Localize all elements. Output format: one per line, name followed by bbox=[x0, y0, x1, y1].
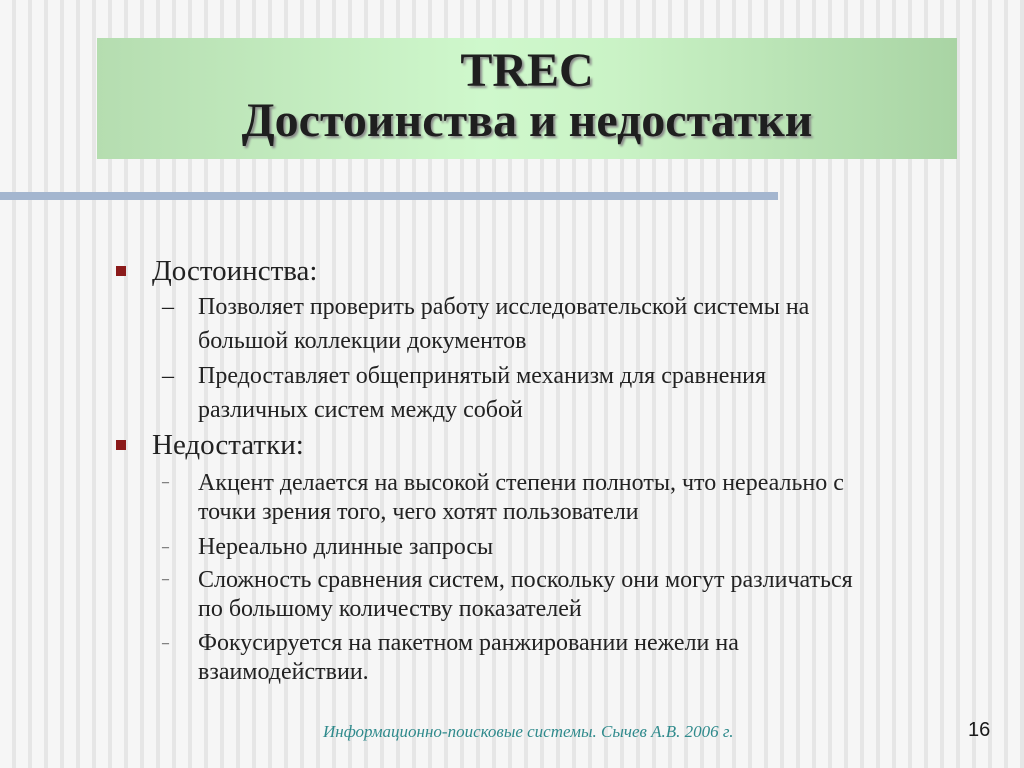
square-bullet-icon bbox=[116, 440, 126, 450]
list-item-line: Предоставляет общепринятый механизм для сравнения bbox=[198, 363, 767, 389]
dash-bullet-icon: – bbox=[162, 572, 169, 587]
dash-bullet-icon: – bbox=[162, 294, 174, 320]
list-item-line: Фокусируется на пакетном ранжировании нежели на bbox=[198, 630, 739, 656]
dash-bullet-icon: – bbox=[162, 636, 169, 651]
dash-bullet-icon: – bbox=[162, 475, 169, 490]
list-item-line: большой коллекции документов bbox=[198, 328, 527, 354]
title-divider bbox=[0, 192, 778, 200]
section-heading-advantages: Достоинства: bbox=[152, 255, 318, 287]
list-item-line: Позволяет проверить работу исследовательской системы на bbox=[198, 294, 810, 320]
slide-title: TREC bbox=[460, 44, 594, 97]
list-item-line: Нереально длинные запросы bbox=[198, 534, 494, 560]
slide-subtitle: Достоинства и недостатки bbox=[241, 94, 813, 147]
square-bullet-icon bbox=[116, 266, 126, 276]
slide-footer: Информационно-поисковые системы. Сычев А.В. 2006 г. bbox=[323, 722, 734, 741]
section-heading-disadvantages: Недостатки: bbox=[152, 429, 304, 461]
page-number: 16 bbox=[968, 719, 991, 741]
dash-bullet-icon: – bbox=[162, 363, 174, 389]
list-item-line: по большому количеству показателей bbox=[198, 596, 582, 622]
dash-bullet-icon: – bbox=[162, 540, 169, 555]
list-item-line: различных систем между собой bbox=[198, 397, 523, 423]
list-item-line: Сложность сравнения систем, поскольку они могут различаться bbox=[198, 567, 853, 593]
list-item-line: взаимодействии. bbox=[198, 659, 369, 685]
list-item-line: точки зрения того, чего хотят пользователи bbox=[198, 499, 639, 525]
title-banner bbox=[97, 38, 957, 159]
list-item-line: Акцент делается на высокой степени полноты, что нереально с bbox=[198, 470, 844, 496]
